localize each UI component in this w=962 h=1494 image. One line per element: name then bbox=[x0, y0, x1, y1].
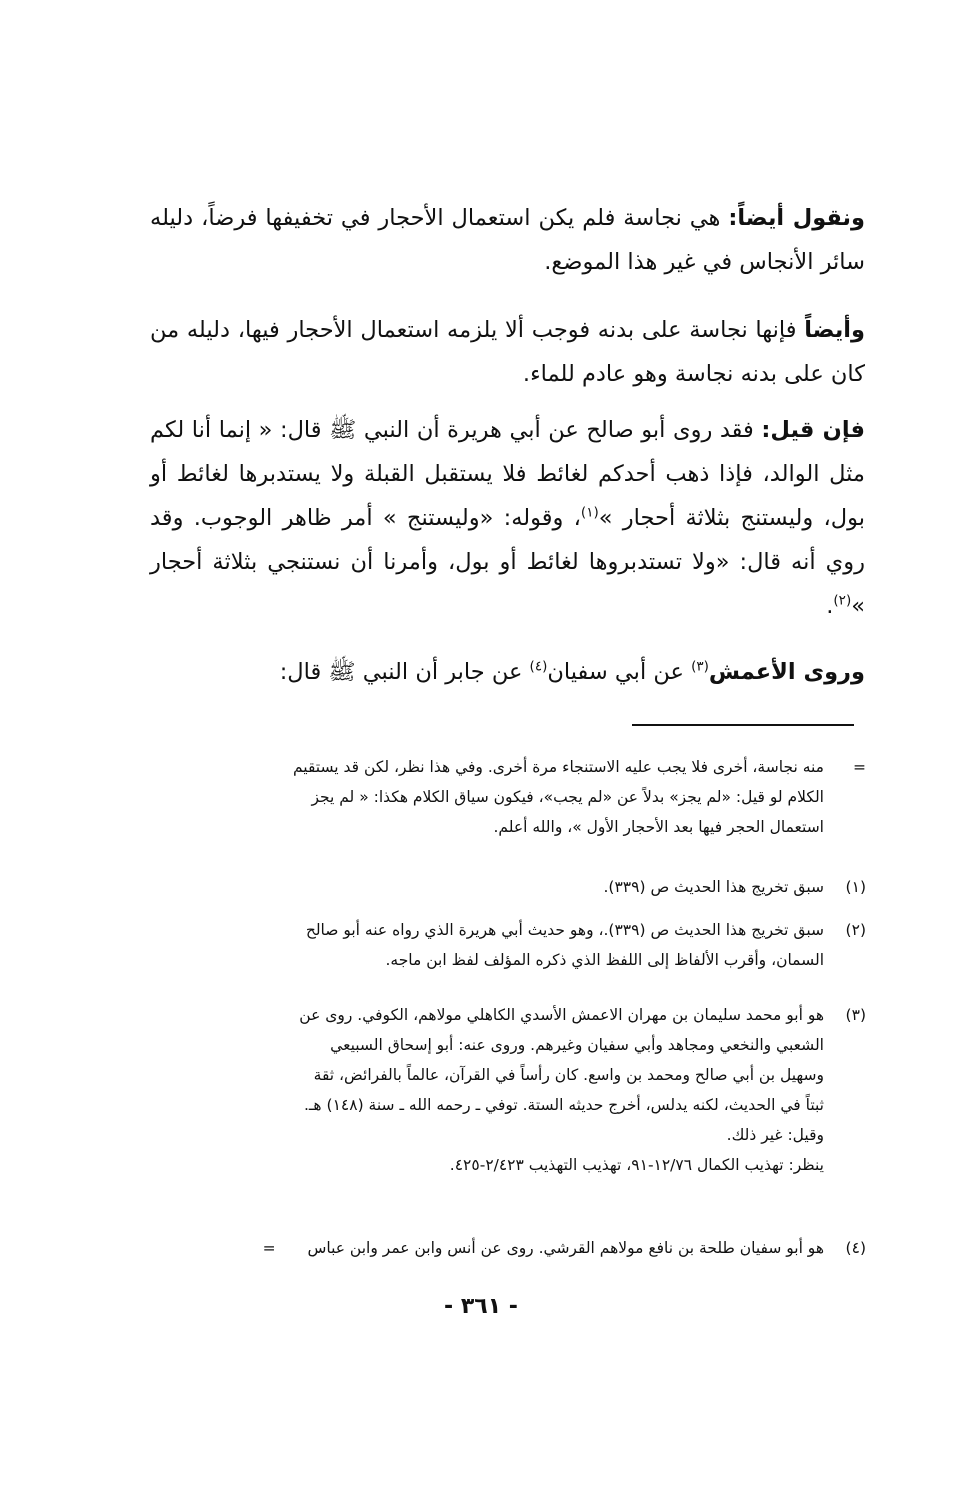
page-number: - ٣٦١ - bbox=[444, 1294, 518, 1319]
footnote-continuation-marker: = bbox=[853, 758, 866, 776]
paragraph-2 bbox=[150, 308, 865, 396]
footnote-2-marker: (٢) bbox=[845, 921, 866, 939]
footnote-3-marker: (٣) bbox=[845, 1006, 866, 1024]
footnote-line: سبق تخريج هذا الحديث ص (٣٣٩).، وهو حديث أبي هريرة الذي رواه عنه أبو صالح bbox=[305, 921, 824, 939]
paragraph-1-lead: ونقول أيضاً: bbox=[728, 205, 865, 231]
footnote-line: الكلام لو قيل: «لم يجز» بدلاً عن «لم يجب»، فيكون سياق الكلام هكذا: « لم يجز bbox=[311, 788, 824, 806]
footnote-ref-1: (١) bbox=[580, 504, 599, 521]
paragraph-2-lead: وأيضاً bbox=[804, 317, 865, 343]
footnote-1-marker: (١) bbox=[845, 878, 866, 896]
footnote-line: منه نجاسة، أخرى فلا يجب عليه الاستنجاء مرة أخرى. وفي هذا نظر، لكن قد يستقيم bbox=[292, 758, 824, 776]
footnote-ref-4: (٤) bbox=[529, 658, 548, 675]
paragraph-3-text-c: . bbox=[826, 593, 834, 619]
footnote-line: وسهيل بن أبي صالح ومحمد بن واسع. كان رأساً في القرآن، عالماً بالفرائض، ثقة bbox=[313, 1066, 824, 1084]
footnote-continuation bbox=[148, 752, 866, 842]
footnote-separator bbox=[632, 724, 854, 726]
footnote-line: ثبتاً في الحديث، لكنه يدلس، أخرج حديثه الستة. توفي ـ رحمه الله ـ سنة (١٤٨) هـ. bbox=[303, 1096, 824, 1114]
footnote-line: الشعبي والنخعي ومجاهد وأبي سفيان وغيرهم. وروى عنه: أبو إسحاق السبيعي bbox=[330, 1036, 824, 1054]
footnote-4-continuation-marker: = bbox=[262, 1239, 276, 1257]
paragraph-4-text-a: عن أبي سفيان bbox=[547, 659, 692, 685]
footnote-2 bbox=[148, 915, 866, 975]
footnote-1 bbox=[148, 872, 866, 902]
paragraph-2-text: فإنها نجاسة على بدنه فوجب ألا يلزمه استعمال الأحجار فيها، دليله من كان على بدنه نجاسة وهو عادم للماء. bbox=[150, 317, 865, 387]
paragraph-4-text-b: عن جابر أن النبي ﷺ قال: bbox=[279, 659, 530, 685]
paragraph-4-lead: وروى الأعمش bbox=[708, 659, 865, 685]
footnote-ref-3: (٣) bbox=[691, 658, 709, 675]
footnote-line: ينظر: تهذيب الكمال ١٢/٧٦-٩١، تهذيب التهذيب ٢/٤٢٣-٤٢٥. bbox=[449, 1156, 824, 1174]
paragraph-1 bbox=[150, 196, 865, 284]
footnote-4 bbox=[148, 1233, 866, 1263]
paragraph-3-text-b: ، وقوله: «وليستنج » أمر ظاهر الوجوب. وقد روي أنه قال: «ولا تستدبروها لغائط أو بول، وأمرنا أن نستنجي بثلاثة أحجار » bbox=[150, 505, 865, 619]
paragraph-3-lead: فإن قيل: bbox=[761, 417, 865, 443]
footnote-line: استعمال الحجر فيها بعد الأحجار الأول »، والله أعلم. bbox=[493, 818, 824, 836]
footnote-line: سبق تخريج هذا الحديث ص (٣٣٩). bbox=[603, 878, 824, 896]
footnote-ref-2: (٢) bbox=[833, 592, 852, 609]
footnote-line: السمان، وأقرب الألفاظ إلى اللفظ الذي ذكره المؤلف لفظ ابن ماجه. bbox=[385, 951, 824, 969]
paragraph-1-text: هي نجاسة فلم يكن استعمال الأحجار في تخفيفها فرضاً، دليله سائر الأنجاس في غير هذا الموضع. bbox=[150, 205, 865, 275]
paragraph-3 bbox=[150, 408, 865, 628]
paragraph-3-text-a: فقد روى أبو صالح عن أبي هريرة أن النبي ﷺ قال: « إنما أنا لكم مثل الوالد، فإذا ذهب أحدكم لغائط فلا يستقبل القبلة ولا يستدبرها لغائط أو بول، وليستنج بثلاثة أحجار » bbox=[150, 417, 865, 531]
footnote-line: هو أبو سفيان طلحة بن نافع مولاهم القرشي. روى عن أنس وابن عمر وابن عباس bbox=[307, 1239, 824, 1257]
paragraph-4 bbox=[150, 650, 865, 694]
footnote-4-marker: (٤) bbox=[845, 1239, 866, 1257]
footnote-line: هو أبو محمد سليمان بن مهران الاعمش الأسدي الكاهلي مولاهم، الكوفي. روى عن bbox=[299, 1006, 824, 1024]
footnote-line: وقيل: غير ذلك. bbox=[726, 1126, 824, 1144]
footnote-3 bbox=[148, 1000, 866, 1180]
